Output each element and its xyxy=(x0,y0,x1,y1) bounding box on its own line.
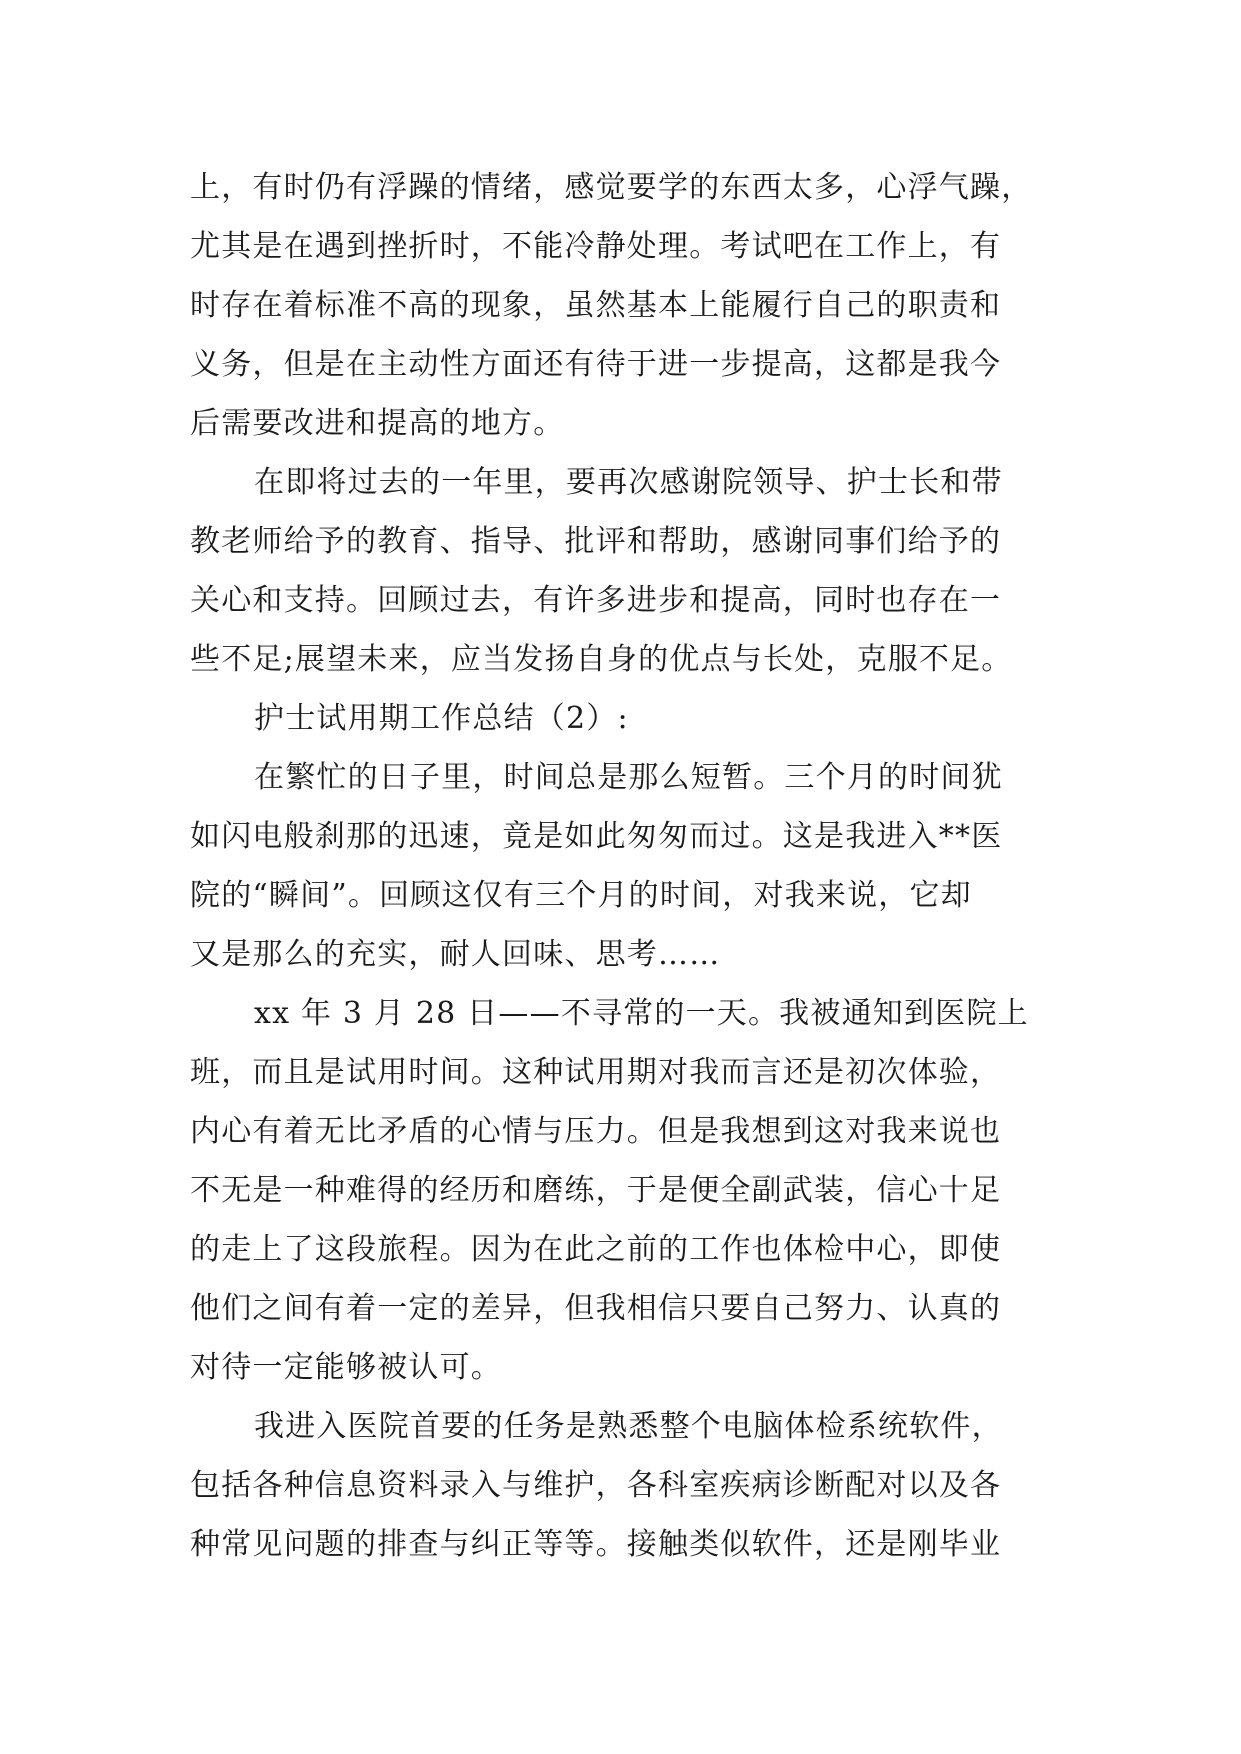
paragraph-start-line: xx 年 3 月 28 日——不寻常的一天。我被通知到医院上 xyxy=(254,996,1029,1031)
text-line: 时存在着标准不高的现象，虽然基本上能履行自己的职责和 xyxy=(190,288,1002,323)
text-line: 尤其是在遇到挫折时，不能冷静处理。考试吧在工作上，有 xyxy=(190,229,1002,264)
text-line: 班，而且是试用时间。这种试用期对我而言还是初次体验， xyxy=(190,1055,1002,1090)
text-line: 对待一定能够被认可。 xyxy=(190,1350,502,1385)
text-line: 不无是一种难得的经历和磨练，于是便全副武装，信心十足 xyxy=(190,1173,1002,1208)
text-line: 义务，但是在主动性方面还有待于进一步提高，这都是我今 xyxy=(190,347,1002,382)
text-line: 后需要改进和提高的地方。 xyxy=(190,406,565,441)
paragraph-start-line: 在即将过去的一年里，要再次感谢院领导、护士长和带 xyxy=(254,465,1003,500)
body-text xyxy=(190,158,1054,1574)
text-line: 种常见问题的排查与纠正等等。接触类似软件，还是刚毕业 xyxy=(190,1527,1002,1562)
text-line: 的走上了这段旅程。因为在此之前的工作也体检中心，即使 xyxy=(190,1232,1002,1267)
text-line: 他们之间有着一定的差异，但我相信只要自己努力、认真的 xyxy=(190,1291,1002,1326)
text-line: 内心有着无比矛盾的心情与压力。但是我想到这对我来说也 xyxy=(190,1114,1002,1149)
text-line: 上，有时仍有浮躁的情绪，感觉要学的东西太多，心浮气躁， xyxy=(190,170,1033,205)
text-line: 院的“瞬间”。回顾这仅有三个月的时间，对我来说，它却 xyxy=(190,878,972,913)
text-line: 关心和支持。回顾过去，有许多进步和提高，同时也存在一 xyxy=(190,583,1002,618)
text-line: 又是那么的充实，耐人回味、思考…… xyxy=(190,937,721,972)
paragraph-start-line: 我进入医院首要的任务是熟悉整个电脑体检系统软件， xyxy=(254,1409,1003,1444)
section-heading: 护士试用期工作总结（2）: xyxy=(254,701,629,736)
text-line: 教老师给予的教育、指导、批评和帮助，感谢同事们给予的 xyxy=(190,524,1002,559)
paragraph-start-line: 在繁忙的日子里，时间总是那么短暂。三个月的时间犹 xyxy=(254,760,1003,795)
text-line: 些不足;展望未来，应当发扬自身的优点与长处，克服不足。 xyxy=(190,642,1013,677)
text-line: 如闪电般刹那的迅速，竟是如此匆匆而过。这是我进入**医 xyxy=(190,819,1003,854)
text-line: 包括各种信息资料录入与维护，各科室疾病诊断配对以及各 xyxy=(190,1468,1002,1503)
